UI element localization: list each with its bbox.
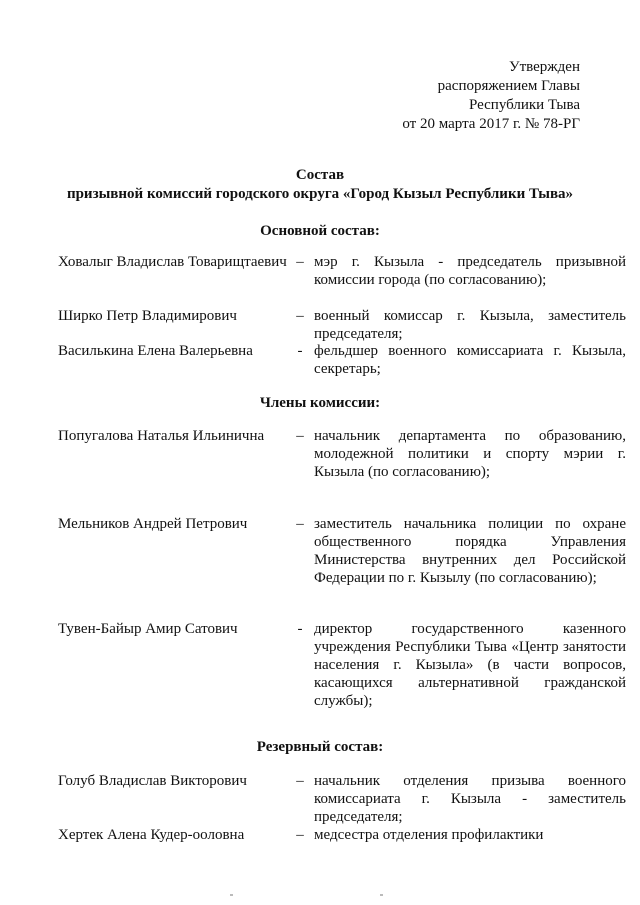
member-name: Мельников Андрей Петрович (58, 516, 248, 532)
dash: - (297, 343, 303, 359)
dash: – (296, 827, 304, 843)
section-heading-members: Члены комиссии: (259, 395, 381, 411)
dash: – (296, 428, 304, 444)
approval-line: Утвержден (508, 59, 580, 75)
approval-block (380, 58, 580, 134)
section-heading-reserve: Резервный состав: (256, 739, 384, 755)
approval-line: распоряжением Главы (437, 78, 580, 94)
member-name: Тувен-Байыр Амир Сатович (58, 621, 238, 637)
member-name: Василькина Елена Валерьевна (58, 343, 253, 359)
approval-line: Республики Тыва (468, 97, 580, 113)
scan-dot (230, 894, 233, 896)
title-subline: призывной комиссий городского округа «Город Кызыл Республики Тыва» (66, 186, 574, 202)
member-role: военный комиссар г. Кызыла, заместитель председателя; (314, 308, 626, 342)
document-title (40, 166, 600, 204)
member-name: Ширко Петр Владимирович (58, 308, 237, 324)
member-role: заместитель начальника полиции по охране общественного порядка Управления Министерства внутренних дел Российской Федерации по г. Кызылу (по согласованию); (314, 516, 626, 586)
member-name: Хертек Алена Кудер-ооловна (58, 827, 245, 843)
member-role: начальник департамента по образованию, молодежной политики и спорту мэрии г. Кызыла (по согласованию); (314, 428, 626, 480)
title-line: Состав (295, 167, 345, 183)
member-name: Голуб Владислав Викторович (58, 773, 247, 789)
dash: - (297, 621, 303, 637)
member-role: фельдшер военного комиссариата г. Кызыла, секретарь; (314, 343, 626, 377)
member-role: начальник отделения призыва военного комиссариата г. Кызыла - заместитель председателя; (314, 773, 626, 825)
dash: – (296, 308, 304, 324)
member-role: директор государственного казенного учреждения Республики Тыва «Центр занятости населения г. Кызыла» (в части вопросов, касающихся альтернативной гражданской службы); (314, 621, 626, 709)
dash: – (296, 516, 304, 532)
member-name: Попугалова Наталья Ильинична (58, 428, 265, 444)
section-heading-main: Основной состав: (260, 223, 380, 239)
scan-dot (380, 894, 383, 896)
member-role: медсестра отделения профилактики (314, 827, 544, 843)
member-name: Ховалыг Владислав Товарищтаевич (58, 254, 287, 270)
member-role: мэр г. Кызыла - председатель призывной комиссии города (по согласованию); (314, 254, 626, 288)
scan-artifacts (230, 894, 390, 900)
approval-date-line: от 20 марта 2017 г. № 78-РГ (402, 116, 580, 132)
dash: – (296, 254, 304, 270)
dash: – (296, 773, 304, 789)
